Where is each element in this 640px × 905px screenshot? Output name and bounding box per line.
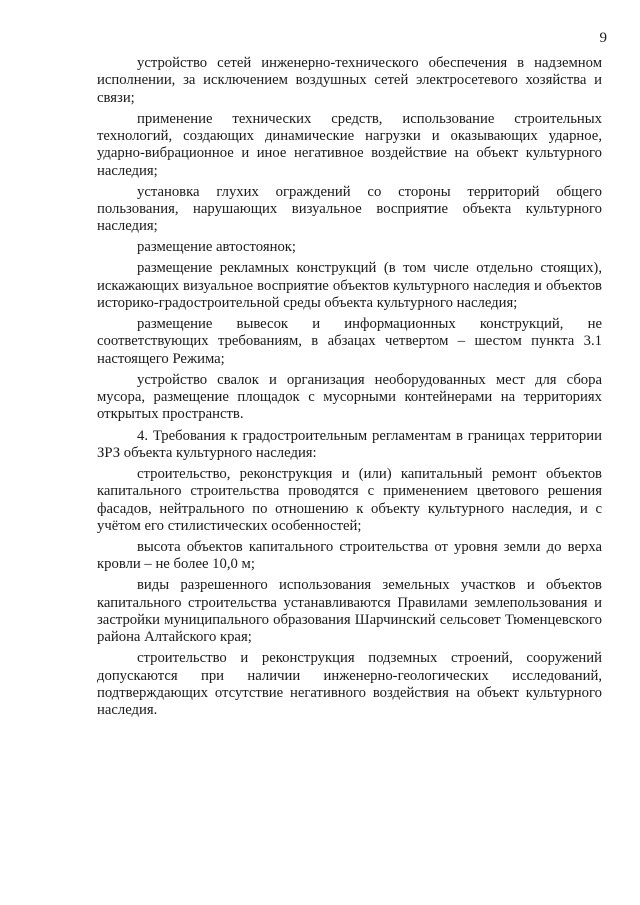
paragraph: виды разрешенного использования земельных участков и объектов капитального строительства устанавливаются Правилами землепользования и застройки муниципального образования Шарчинский сельсовет Тюменцевского района Алтайского края; (97, 577, 602, 646)
paragraph: устройство свалок и организация необорудованных мест для сбора мусора, размещение площадок с мусорными контейнерами на территориях открытых пространств. (97, 371, 602, 423)
paragraph: высота объектов капитального строительства от уровня земли до верха кровли – не более 10,0 м; (97, 538, 602, 573)
paragraph: размещение рекламных конструкций (в том числе отдельно стоящих), искажающих визуальное восприятие объектов культурного наследия и объектов историко-градостроительной среды объекта культурного наследия; (97, 260, 602, 312)
paragraph: строительство, реконструкция и (или) капитальный ремонт объектов капитального строительства проводятся с применением цветового решения фасадов, нейтрального по отношению к объекту культурного наследия, и с учётом его стилистических особенностей; (97, 465, 602, 534)
document-body (97, 55, 602, 723)
paragraph: устройство сетей инженерно-технического обеспечения в надземном исполнении, за исключением воздушных сетей электросетевого хозяйства и связи; (97, 55, 602, 106)
paragraph: строительство и реконструкция подземных строений, сооружений допускаются при наличии инженерно-геологических исследований, подтверждающих отсутствие негативного воздействия на объект культурного наследия. (97, 650, 602, 719)
section-heading-paragraph: 4. Требования к градостроительным регламентам в границах территории ЗРЗ объекта культурного наследия: (97, 427, 602, 461)
paragraph: размещение автостоянок; (137, 239, 297, 256)
paragraph: установка глухих ограждений со стороны территорий общего пользования, нарушающих визуальное восприятие объекта культурного наследия; (97, 183, 602, 235)
page-number: 9 (599, 30, 607, 46)
paragraph: применение технических средств, использование строительных технологий, создающих динамические нагрузки и оказывающих ударное, ударно-вибрационное и иное негативное воздействие на объект культурного наследия; (97, 110, 602, 179)
paragraph: размещение вывесок и информационных конструкций, не соответствующих требованиям, в абзацах четвертом – шестом пункта 3.1 настоящего Режима; (97, 316, 602, 367)
